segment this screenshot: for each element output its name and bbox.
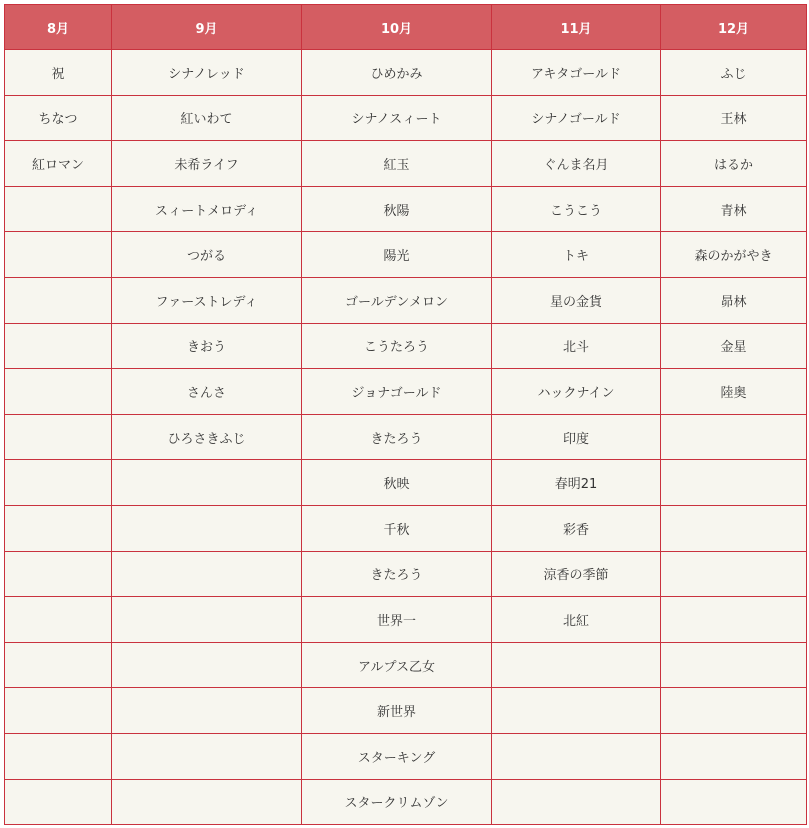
variety-cell-september — [112, 505, 302, 551]
variety-cell-october: アルプス乙女 — [302, 642, 492, 688]
table-row — [5, 50, 807, 96]
column-header-november: 11月 — [492, 5, 661, 50]
variety-cell-september — [112, 597, 302, 643]
variety-cell-november — [492, 688, 661, 734]
table-row — [5, 779, 807, 825]
variety-cell-october: 陽光 — [302, 232, 492, 278]
variety-cell-august — [5, 733, 112, 779]
variety-cell-october: 千秋 — [302, 505, 492, 551]
table-row — [5, 688, 807, 734]
variety-cell-december — [661, 688, 807, 734]
variety-cell-november: 北紅 — [492, 597, 661, 643]
variety-cell-december — [661, 597, 807, 643]
variety-cell-august — [5, 186, 112, 232]
variety-cell-september: ファーストレディ — [112, 277, 302, 323]
variety-cell-november: 北斗 — [492, 323, 661, 369]
table-body — [5, 50, 807, 825]
variety-cell-november: 彩香 — [492, 505, 661, 551]
variety-cell-september: 未希ライフ — [112, 141, 302, 187]
variety-cell-november: ハックナイン — [492, 369, 661, 415]
variety-cell-october: スタークリムゾン — [302, 779, 492, 825]
variety-cell-december: 金星 — [661, 323, 807, 369]
variety-cell-november: ぐんま名月 — [492, 141, 661, 187]
variety-cell-december — [661, 642, 807, 688]
variety-cell-october: 秋映 — [302, 460, 492, 506]
variety-cell-september — [112, 460, 302, 506]
variety-cell-august: 祝 — [5, 50, 112, 96]
variety-cell-december: 青林 — [661, 186, 807, 232]
variety-cell-october: 紅玉 — [302, 141, 492, 187]
variety-cell-november — [492, 733, 661, 779]
variety-cell-december: 森のかがやき — [661, 232, 807, 278]
variety-cell-november: トキ — [492, 232, 661, 278]
table-row — [5, 323, 807, 369]
table-row — [5, 277, 807, 323]
variety-cell-august — [5, 277, 112, 323]
variety-cell-november — [492, 642, 661, 688]
variety-cell-august — [5, 369, 112, 415]
variety-cell-august — [5, 505, 112, 551]
variety-cell-october: ひめかみ — [302, 50, 492, 96]
variety-cell-august — [5, 323, 112, 369]
apple-variety-table — [4, 4, 807, 825]
variety-cell-september: さんさ — [112, 369, 302, 415]
variety-cell-september: つがる — [112, 232, 302, 278]
variety-cell-september — [112, 642, 302, 688]
variety-cell-december: 昴林 — [661, 277, 807, 323]
column-header-september: 9月 — [112, 5, 302, 50]
column-header-december: 12月 — [661, 5, 807, 50]
variety-cell-august: 紅ロマン — [5, 141, 112, 187]
variety-cell-november: シナノゴールド — [492, 95, 661, 141]
variety-cell-september: 紅いわて — [112, 95, 302, 141]
variety-cell-november: 涼香の季節 — [492, 551, 661, 597]
table-row — [5, 95, 807, 141]
table-row — [5, 232, 807, 278]
table-row — [5, 642, 807, 688]
variety-cell-december — [661, 460, 807, 506]
table-row — [5, 460, 807, 506]
variety-cell-august — [5, 688, 112, 734]
variety-cell-september: きおう — [112, 323, 302, 369]
variety-cell-september — [112, 551, 302, 597]
variety-cell-december — [661, 551, 807, 597]
variety-cell-december: 王林 — [661, 95, 807, 141]
variety-cell-october: こうたろう — [302, 323, 492, 369]
table-row — [5, 551, 807, 597]
variety-cell-december — [661, 505, 807, 551]
variety-cell-november: アキタゴールド — [492, 50, 661, 96]
variety-cell-august — [5, 460, 112, 506]
variety-cell-december — [661, 779, 807, 825]
variety-cell-august — [5, 414, 112, 460]
variety-cell-december: 陸奥 — [661, 369, 807, 415]
variety-cell-november — [492, 779, 661, 825]
variety-cell-august: ちなつ — [5, 95, 112, 141]
variety-cell-august — [5, 232, 112, 278]
table-row — [5, 505, 807, 551]
variety-cell-october: 新世界 — [302, 688, 492, 734]
variety-cell-september: スィートメロディ — [112, 186, 302, 232]
table-row — [5, 141, 807, 187]
variety-cell-september: ひろさきふじ — [112, 414, 302, 460]
variety-cell-august — [5, 551, 112, 597]
variety-cell-december — [661, 414, 807, 460]
table-row — [5, 733, 807, 779]
variety-cell-october: 秋陽 — [302, 186, 492, 232]
variety-cell-november: 春明21 — [492, 460, 661, 506]
variety-cell-december: はるか — [661, 141, 807, 187]
table-row — [5, 597, 807, 643]
variety-cell-august — [5, 597, 112, 643]
variety-cell-september: シナノレッド — [112, 50, 302, 96]
variety-cell-october: きたろう — [302, 414, 492, 460]
column-header-august: 8月 — [5, 5, 112, 50]
variety-cell-september — [112, 688, 302, 734]
variety-cell-october: ジョナゴールド — [302, 369, 492, 415]
variety-cell-november: こうこう — [492, 186, 661, 232]
variety-cell-october: シナノスィート — [302, 95, 492, 141]
variety-cell-november: 星の金貨 — [492, 277, 661, 323]
variety-cell-august — [5, 779, 112, 825]
harvest-calendar — [4, 4, 807, 825]
variety-cell-october: 世界一 — [302, 597, 492, 643]
variety-cell-november: 印度 — [492, 414, 661, 460]
variety-cell-december: ふじ — [661, 50, 807, 96]
variety-cell-october: ゴールデンメロン — [302, 277, 492, 323]
variety-cell-september — [112, 779, 302, 825]
header-row — [5, 5, 807, 50]
variety-cell-october: きたろう — [302, 551, 492, 597]
variety-cell-august — [5, 642, 112, 688]
variety-cell-september — [112, 733, 302, 779]
table-row — [5, 414, 807, 460]
table-row — [5, 186, 807, 232]
variety-cell-october: スターキング — [302, 733, 492, 779]
variety-cell-december — [661, 733, 807, 779]
column-header-october: 10月 — [302, 5, 492, 50]
table-row — [5, 369, 807, 415]
